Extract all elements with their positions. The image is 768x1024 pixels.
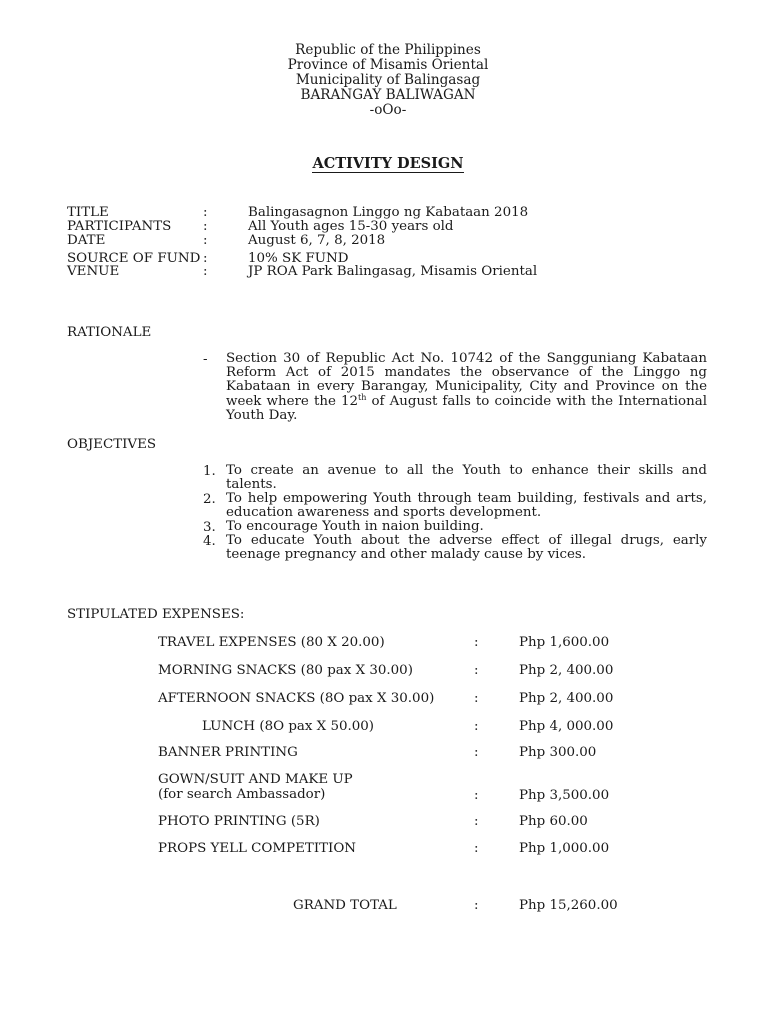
objective-item: To encourage Youth in naion building.: [226, 519, 484, 534]
detail-value-venue: JP ROA Park Balingasag, Misamis Oriental: [248, 264, 538, 279]
objective-number: 3.: [203, 520, 216, 535]
grand-total-amount: Php 15,260.00: [519, 898, 618, 913]
expense-amount: Php 4, 000.00: [519, 719, 614, 734]
grand-total-colon: :: [474, 898, 479, 913]
expense-label: AFTERNOON SNACKS (8O pax X 30.00): [158, 691, 435, 706]
expense-colon: :: [474, 841, 479, 856]
objective-number: 4.: [203, 534, 216, 549]
detail-colon: :: [203, 251, 208, 266]
expense-amount: Php 60.00: [519, 814, 588, 829]
rationale-bullet: -: [203, 352, 208, 367]
expense-colon: :: [474, 691, 479, 706]
expense-label: TRAVEL EXPENSES (80 X 20.00): [158, 635, 385, 650]
detail-label-participants: PARTICIPANTS: [67, 219, 172, 234]
expense-amount: Php 2, 400.00: [519, 691, 614, 706]
expense-amount: Php 1,600.00: [519, 635, 610, 650]
detail-value-source: 10% SK FUND: [248, 251, 349, 266]
expense-label: LUNCH (8O pax X 50.00): [202, 719, 375, 734]
expense-label: BANNER PRINTING: [158, 745, 298, 760]
expense-colon: :: [474, 635, 479, 650]
expense-label: MORNING SNACKS (80 pax X 30.00): [158, 663, 413, 678]
header-separator: -oOo-: [369, 102, 407, 118]
detail-label-date: DATE: [67, 233, 106, 248]
expense-amount: Php 3,500.00: [519, 788, 610, 803]
objective-item: To help empowering Youth through team building, festivals and arts, education awareness and sports development.: [226, 491, 707, 521]
detail-colon: :: [203, 219, 208, 234]
expense-colon: :: [474, 814, 479, 829]
expense-amount: Php 300.00: [519, 745, 597, 760]
objective-item: To create an avenue to all the Youth to enhance their skills and talents.: [226, 463, 707, 493]
header-barangay: BARANGAY BALIWAGAN: [300, 87, 476, 103]
detail-value-date: August 6, 7, 8, 2018: [248, 233, 386, 248]
header-municipality: Municipality of Balingasag: [295, 72, 481, 88]
header-province: Province of Misamis Oriental: [287, 57, 489, 73]
expense-colon: :: [474, 663, 479, 678]
rationale-heading: RATIONALE: [67, 325, 152, 340]
detail-value-title: Balingasagnon Linggo ng Kabataan 2018: [248, 205, 529, 220]
expense-sublabel: (for search Ambassador): [158, 787, 326, 802]
expense-label: PROPS YELL COMPETITION: [158, 841, 357, 856]
detail-value-participants: All Youth ages 15-30 years old: [248, 219, 454, 234]
expense-colon: :: [474, 719, 479, 734]
detail-label-source: SOURCE OF FUND: [67, 251, 201, 266]
expense-label: GOWN/SUIT AND MAKE UP: [158, 772, 353, 787]
detail-colon: :: [203, 205, 208, 220]
objective-number: 1.: [203, 464, 216, 479]
document-title: ACTIVITY DESIGN: [312, 155, 464, 172]
expense-colon: :: [474, 788, 479, 803]
expenses-heading: STIPULATED EXPENSES:: [67, 607, 245, 622]
grand-total-label: GRAND TOTAL: [293, 898, 397, 913]
detail-colon: :: [203, 264, 208, 279]
detail-colon: :: [203, 233, 208, 248]
expense-colon: :: [474, 745, 479, 760]
expense-label: PHOTO PRINTING (5R): [158, 814, 320, 829]
objective-number: 2.: [203, 492, 216, 507]
objectives-heading: OBJECTIVES: [67, 437, 157, 452]
expense-amount: Php 2, 400.00: [519, 663, 614, 678]
objective-item: To educate Youth about the adverse effect of illegal drugs, early teenage pregnancy and other malady cause by vices.: [226, 533, 707, 563]
header-republic: Republic of the Philippines: [295, 42, 481, 58]
expense-amount: Php 1,000.00: [519, 841, 610, 856]
detail-label-title: TITLE: [67, 205, 109, 220]
rationale-paragraph: Section 30 of Republic Act No. 10742 of the Sangguniang Kabataan Reform Act of 2015 mandates the observance of the Linggo ng Kabataan in every Barangay, Municipality, City and Province on the week where the 12th of August falls to coincide with the International Youth Day.: [226, 351, 707, 423]
detail-label-venue: VENUE: [67, 264, 120, 279]
